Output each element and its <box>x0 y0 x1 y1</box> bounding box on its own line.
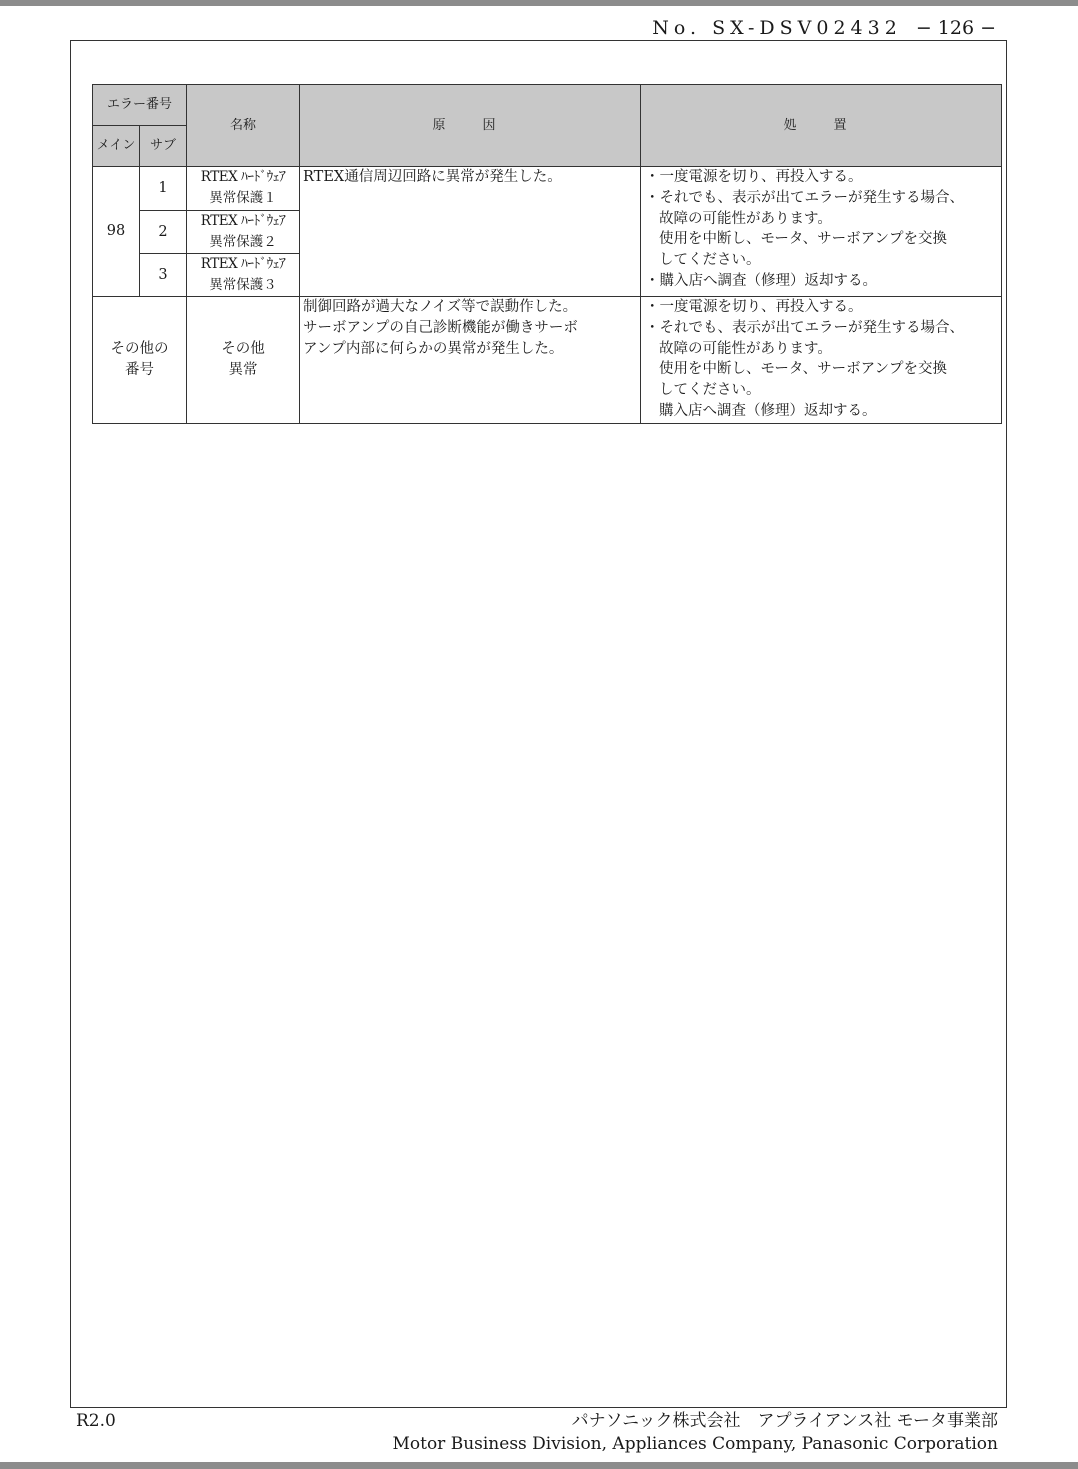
action-line: してください。 <box>659 252 761 269</box>
page-number: − 126 − <box>915 17 996 39</box>
other-name-cell <box>187 297 300 424</box>
company-block <box>392 1410 998 1456</box>
header-cause <box>300 85 641 167</box>
company-name-en: Motor Business Division, Appliances Company, Panasonic Corporation <box>392 1434 998 1454</box>
top-border-bar <box>0 0 1078 6</box>
document-number <box>652 17 996 39</box>
action-cell <box>641 297 1002 424</box>
action-line: ・それでも、表示が出てエラーが発生する場合、 <box>645 189 965 206</box>
name-line: RTEX ﾊｰﾄﾞｳｪｱ <box>200 169 286 185</box>
cause-cell <box>300 297 641 424</box>
name-cell <box>187 254 300 297</box>
name-cell <box>187 167 300 211</box>
cause-line: 制御回路が過大なノイズ等で誤動作した。 <box>303 299 578 315</box>
bottom-border-bar <box>0 1462 1078 1469</box>
other-number-line: その他の <box>110 341 169 358</box>
table-row <box>93 297 1002 424</box>
action-line: 故障の可能性があります。 <box>659 210 832 227</box>
name-line: 異常保護３ <box>209 277 277 293</box>
header-cause-text: 原 因 <box>432 117 508 133</box>
name-line: RTEX ﾊｰﾄﾞｳｪｱ <box>200 256 286 272</box>
action-line: 故障の可能性があります。 <box>659 340 832 357</box>
action-line: ・購入店へ調査（修理）返却する。 <box>645 272 878 289</box>
action-cell <box>641 167 1002 297</box>
action-line: ・一度電源を切り、再投入する。 <box>645 299 863 315</box>
header-name: 名称 <box>187 85 300 167</box>
action-line: ・それでも、表示が出てエラーが発生する場合、 <box>645 319 965 336</box>
header-sub: サブ <box>140 126 187 167</box>
other-name-line: その他 <box>221 341 265 358</box>
action-line: ・一度電源を切り、再投入する。 <box>645 169 863 185</box>
error-table <box>92 84 1002 424</box>
action-line: 購入店へ調査（修理）返却する。 <box>659 402 877 419</box>
action-line: してください。 <box>659 382 761 399</box>
sub-number-cell: 1 <box>140 167 187 211</box>
action-line: 使用を中断し、モータ、サーボアンプを交換 <box>659 231 947 248</box>
company-name-jp: パナソニック株式会社 アプライアンス社 モータ事業部 <box>571 1411 998 1431</box>
name-line: 異常保護１ <box>209 190 277 206</box>
cause-line: アンプ内部に何らかの異常が発生した。 <box>303 340 564 357</box>
name-line: 異常保護２ <box>209 234 277 250</box>
cause-line: RTEX通信周辺回路に異常が発生した。 <box>303 169 562 185</box>
main-number-cell: 98 <box>93 167 140 297</box>
doc-number-text: No. SX-DSV02432 <box>652 17 902 39</box>
name-cell <box>187 211 300 254</box>
other-name-line: 異常 <box>228 362 258 378</box>
cause-cell <box>300 167 641 297</box>
cause-line: サーボアンプの自己診断機能が働きサーボ <box>303 319 578 336</box>
action-line: 使用を中断し、モータ、サーボアンプを交換 <box>659 361 947 378</box>
other-number-line: 番号 <box>125 362 154 378</box>
name-line: RTEX ﾊｰﾄﾞｳｪｱ <box>200 213 286 229</box>
header-action <box>641 85 1002 167</box>
header-main: メイン <box>93 126 140 167</box>
sub-number-cell: 2 <box>140 211 187 254</box>
revision-label: R2.0 <box>76 1411 116 1431</box>
header-action-text: 処 置 <box>783 117 859 133</box>
sub-number-cell: 3 <box>140 254 187 297</box>
table-row <box>93 167 1002 211</box>
other-number-cell <box>93 297 187 424</box>
header-error-number: エラー番号 <box>93 85 187 126</box>
